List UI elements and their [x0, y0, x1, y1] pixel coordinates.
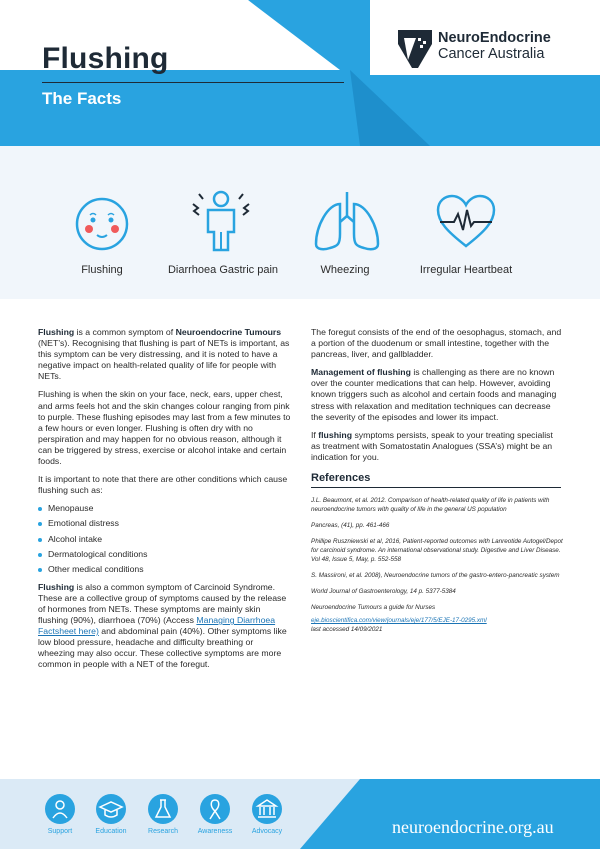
reference-item: J.L. Beaumont, et al. 2012. Comparison of health-related quality of life in patients with neuroendocrine tumors with quality of life in the general US population — [311, 497, 550, 514]
management-text: is challenging as there are no known over the counter medications that can help. However, avoiding known triggers such as alcohol and certain foods and managing stress with relaxation and meditation techniques can decrease the severity of the episodes and lower its impact. — [311, 367, 557, 422]
carcinoid-text-1: is also a common symptom of Carcinoid Syndrome. These are a collective group of symptoms caused by the release of hormones from NETs. These symptoms are mainly skin flushing (90%), diarrhoea (70%) (Access — [38, 581, 287, 626]
advocacy-icon[interactable] — [252, 794, 282, 824]
reference-accessed: last accessed 14/09/2021 — [311, 626, 383, 634]
management-paragraph — [311, 367, 563, 422]
support-icon[interactable] — [45, 794, 75, 824]
list-item: Other medical conditions — [38, 564, 292, 575]
footer-background — [0, 779, 600, 849]
list-item: Alcohol intake — [38, 534, 292, 545]
list-item: Menopause — [38, 503, 292, 514]
carcinoid-paragraph — [38, 582, 292, 671]
conditions-intro: It is important to note that there are other conditions which cause flushing such as: — [38, 474, 288, 496]
intro-paragraph — [38, 327, 292, 382]
lungs-icon — [312, 190, 382, 252]
education-icon[interactable] — [96, 794, 126, 824]
logo-line2: Cancer Australia — [438, 46, 545, 62]
list-item: Dermatological conditions — [38, 549, 292, 560]
right-column — [311, 327, 563, 641]
footer-label-education: Education — [95, 828, 127, 835]
page-title: Flushing — [42, 42, 169, 75]
carcinoid-text-2: and abdominal pain (40%). Other symptoms like low blood pressure, headache and difficulty breathing or wheezing may also occur. These collective symptoms are more common in people with a NET of the foregut. — [38, 626, 287, 670]
symptom-label-wheezing: Wheezing — [320, 264, 370, 276]
page-subtitle: The Facts — [42, 89, 122, 108]
intro-text-1: is a common symptom of — [74, 327, 176, 337]
footer-label-awareness: Awareness — [197, 828, 233, 835]
definition-paragraph: Flushing is when the skin on your face, neck, ears, upper chest, and arms feels hot and the skin changes colour ranging from pink to purple. These flushing episodes may last from a few minutes to a few hours or even longer. Flushing is often dry with no perspiration and may happen for no obvious reason, although it can be triggered by stress, exercise or alcohol intake and certain foods. — [38, 389, 291, 467]
flushed-face-icon — [74, 196, 130, 252]
term-flushing: Flushing — [38, 327, 75, 337]
reference-item: Pancreas, (41), pp. 461-466 — [311, 522, 390, 530]
reference-item: S. Massironi, et al. 2008), Neuroendocrine tumors of the gastro-entero-pancreatic system — [311, 572, 560, 580]
person-pain-icon — [188, 186, 254, 252]
footer-label-support: Support — [47, 828, 73, 835]
conditions-list — [38, 503, 292, 574]
reference-link-line — [311, 616, 563, 625]
references-underline — [311, 487, 561, 488]
treatment-text-1: If — [311, 429, 319, 440]
title-underline — [42, 82, 344, 83]
heartbeat-icon — [436, 194, 496, 250]
footer-label-research: Research — [148, 828, 178, 835]
reference-item: Neuroendocrine Tumours a guide for Nurses — [311, 604, 436, 612]
term-flushing-2: Flushing — [38, 581, 75, 592]
nec-logo-icon — [398, 30, 432, 68]
symptom-label-flushing: Flushing — [81, 264, 123, 276]
footer-label-advocacy: Advocacy — [251, 828, 283, 835]
logo-line1: NeuroEndocrine — [438, 30, 551, 46]
list-item: Emotional distress — [38, 518, 292, 529]
diarrhoea-factsheet-link[interactable]: Managing Diarrhoea Factsheet here) — [38, 615, 276, 637]
reference-item: World Journal of Gastroenterology, 14 p. 5377-5384 — [311, 588, 456, 596]
header — [0, 0, 600, 146]
treatment-paragraph — [311, 430, 563, 463]
term-net: Neuroendocrine Tumours — [175, 327, 282, 337]
symptom-label-diarrhoea: Diarrhoea Gastric pain — [167, 264, 279, 276]
left-column — [38, 327, 292, 678]
research-icon[interactable] — [148, 794, 178, 824]
awareness-ribbon-icon[interactable] — [200, 794, 230, 824]
references-heading: References — [311, 472, 371, 485]
intro-text-2: (NET’s). Recognising that flushing is part of NETs is important, as this symptom can be very distressing, and it is noted to have a negative impact on health-related quality of life for people with NETs. — [38, 338, 290, 382]
foregut-paragraph: The foregut consists of the end of the oesophagus, stomach, and a portion of the duodenum or small intestine, together with the pancreas, liver, and gallbladder. — [311, 327, 562, 360]
term-flushing-3: flushing — [318, 429, 353, 440]
term-management: Management of flushing — [311, 367, 411, 378]
website-link[interactable]: neuroendocrine.org.au — [392, 817, 554, 837]
reference-item: Phillipe Ruszniewski et al, 2016, Patient-reported outcomes with Lanreotide Autogel/Depot for carcinoid syndrome. An international observational study. Digestive and Liver Disease. Vol 48, Issue 5, May, p. 552-558 — [311, 538, 563, 564]
reference-link[interactable]: eje.bioscientifica.com/view/journals/eje/177/5/EJE-17-0295.xml — [311, 617, 487, 625]
symptom-label-heartbeat: Irregular Heartbeat — [419, 264, 513, 276]
logo-wordmark — [438, 30, 551, 62]
treatment-text-2: symptoms persists, speak to your treating specialist as treatment with Somatostatin Analogues (SSA’s) might be an indication for you. — [311, 429, 553, 462]
